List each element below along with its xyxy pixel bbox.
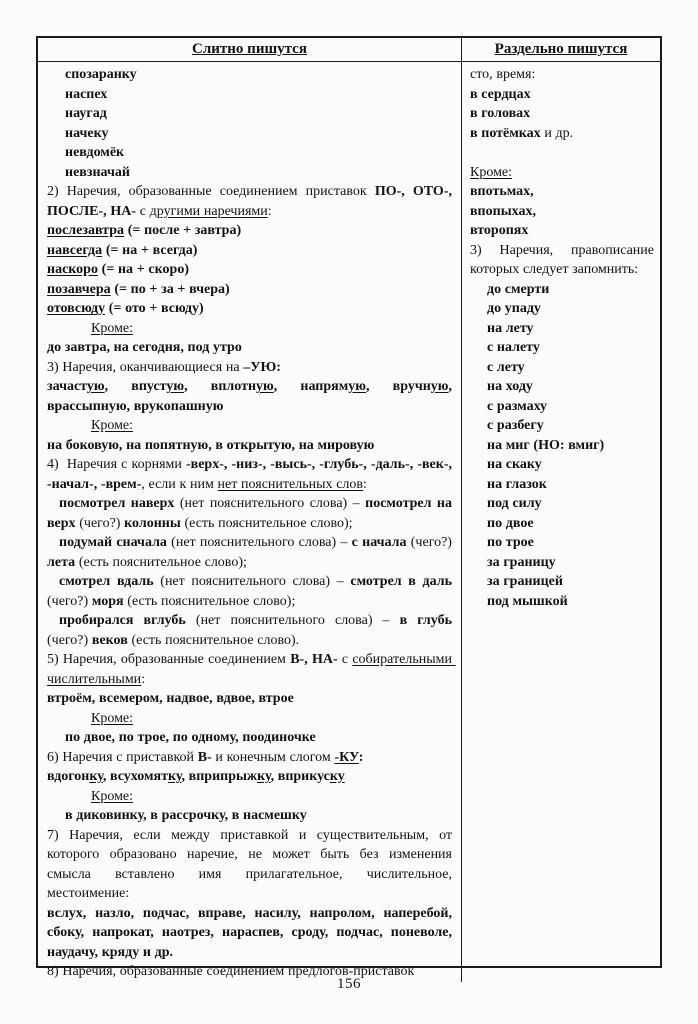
- text-segment: 2) Наречия, образованные соединением приставок: [47, 184, 375, 199]
- text-segment: -верх-, -низ-, -высь-, -глубь-, -даль-, -век-, -начал-, -врем-: [47, 457, 456, 492]
- text-line: [47, 904, 456, 963]
- text-segment: ую: [86, 379, 105, 394]
- text-line: [470, 104, 654, 124]
- text-segment: , впуст: [104, 379, 167, 394]
- text-segment: -КУ: [334, 749, 359, 765]
- column-written-together: [38, 62, 462, 982]
- text-segment: (нет пояснительного слова) –: [153, 574, 351, 589]
- text-line: [65, 124, 452, 144]
- text-line: [487, 299, 654, 319]
- text-line: [65, 65, 452, 85]
- text-segment: колонны: [124, 515, 181, 531]
- text-segment: в диковинку, в рассрочку, в насмешку: [65, 808, 307, 823]
- text-segment: до упаду: [487, 301, 541, 316]
- text-segment: другими наречиями: [149, 203, 268, 219]
- text-segment: (нет пояснительного слова) –: [166, 535, 352, 550]
- text-segment: отовсюду: [47, 301, 106, 316]
- text-segment: Кроме:: [91, 788, 134, 804]
- text-segment: (чего?): [406, 535, 456, 550]
- text-segment: смотрел вдаль: [59, 574, 154, 589]
- text-segment: с начала: [351, 535, 407, 550]
- text-segment: (= на + всегда): [102, 242, 198, 258]
- text-segment: под силу: [487, 496, 542, 511]
- text-line: [47, 280, 452, 300]
- text-line: [487, 475, 654, 495]
- text-line: [487, 533, 654, 553]
- text-segment: ую: [166, 379, 185, 394]
- text-segment: наугад: [65, 106, 107, 121]
- header-written-separately: [462, 38, 660, 61]
- text-segment: Кроме:: [91, 320, 134, 336]
- text-line: [47, 377, 456, 416]
- text-segment: второпях: [470, 223, 529, 238]
- text-line: [47, 494, 456, 533]
- text-segment: ку: [168, 769, 182, 784]
- text-segment: подумай сначала: [59, 535, 167, 550]
- text-line: [47, 221, 452, 241]
- text-segment: –УЮ:: [243, 359, 281, 375]
- text-line: [47, 611, 456, 650]
- text-segment: с: [337, 652, 353, 667]
- text-segment: в сердцах: [470, 86, 531, 102]
- text-segment: с: [136, 203, 150, 219]
- text-segment: посмотрел наверх: [59, 496, 175, 511]
- text-segment: с лету: [487, 359, 525, 375]
- text-line: [470, 85, 654, 105]
- text-segment: 3) Наречия, оканчивающиеся на: [47, 359, 244, 375]
- text-line: [487, 553, 654, 573]
- text-line: [47, 455, 456, 494]
- text-line: [487, 358, 654, 378]
- text-line: [47, 650, 456, 689]
- text-segment: по двое: [487, 515, 534, 531]
- text-segment: за границу: [487, 554, 556, 570]
- text-segment: (есть пояснительное слово);: [75, 554, 247, 570]
- text-line: [47, 533, 456, 572]
- text-line: [91, 709, 452, 729]
- text-line: [47, 299, 452, 319]
- text-segment: ку: [89, 769, 103, 784]
- text-segment: 8) Наречия, образованные соединением предлогов-приставок: [47, 964, 415, 979]
- text-line: [487, 494, 654, 514]
- text-line: [65, 104, 452, 124]
- text-line: [470, 182, 654, 202]
- text-segment: веков: [91, 632, 128, 648]
- text-line: [487, 416, 654, 436]
- text-line: [91, 416, 452, 436]
- text-segment: в потёмках: [470, 125, 541, 141]
- text-segment: :: [358, 749, 364, 765]
- text-segment: , вручн: [365, 379, 431, 394]
- text-segment: , если к ним: [141, 476, 218, 492]
- text-segment: :: [267, 203, 272, 219]
- text-line: [470, 65, 654, 85]
- text-segment: по трое: [487, 535, 534, 550]
- text-segment: невзначай: [65, 164, 130, 180]
- text-line: [487, 319, 654, 339]
- text-segment: :: [141, 671, 146, 687]
- text-segment: с налету: [487, 340, 540, 355]
- text-line: [47, 767, 452, 787]
- text-segment: на лету: [487, 320, 534, 336]
- text-line: [487, 397, 654, 417]
- text-segment: в головах: [470, 106, 531, 121]
- text-line: [487, 377, 654, 397]
- text-segment: навсегда: [47, 242, 103, 258]
- text-line: [47, 572, 456, 611]
- text-line: [47, 260, 452, 280]
- table-header-row: [38, 38, 660, 62]
- text-segment: В-, НА-: [290, 652, 338, 667]
- text-segment: Кроме:: [91, 418, 134, 433]
- text-segment: смотрел в даль: [350, 574, 452, 589]
- text-segment: с разбегу: [487, 418, 544, 433]
- text-line: [470, 221, 654, 241]
- text-line: [487, 436, 654, 456]
- text-line: [47, 338, 452, 358]
- text-segment: на глазок: [487, 476, 547, 492]
- text-segment: послезавтра: [47, 223, 125, 238]
- text-segment: за границей: [487, 574, 563, 589]
- text-line: [47, 689, 452, 709]
- text-segment: посмотрел на верх: [47, 496, 456, 531]
- text-segment: на скаку: [487, 457, 542, 472]
- text-segment: (= на + скоро): [97, 262, 189, 277]
- text-line: [47, 748, 452, 768]
- text-segment: (есть пояснительное слово);: [123, 593, 296, 609]
- text-segment: 6) Наречия с приставкой: [47, 749, 198, 765]
- header-written-together-label: Слитно пишутся: [192, 41, 307, 57]
- text-segment: 5) Наречия, образованные соединением: [47, 652, 291, 667]
- text-segment: невдомёк: [65, 145, 125, 160]
- header-written-together: [38, 38, 462, 61]
- text-segment: 7) Наречия, если между приставкой и существительным, от которого образовано наречие, не может быть без изменения смысла вставлено имя прилагательное, числительное, местоимение:: [47, 827, 456, 901]
- text-segment: (есть пояснительное слово).: [127, 632, 300, 648]
- text-segment: ую: [348, 379, 366, 394]
- text-line: [487, 455, 654, 475]
- text-segment: , вприкус: [270, 769, 330, 784]
- text-segment: и конечным слогом: [211, 749, 335, 765]
- text-segment: , всухомят: [102, 769, 168, 784]
- text-segment: наспех: [65, 86, 108, 102]
- text-segment: на миг (НО: вмиг): [487, 437, 605, 453]
- text-segment: ую: [430, 379, 449, 394]
- text-line: [65, 806, 452, 826]
- page-number: 156: [337, 976, 361, 992]
- text-segment: нет пояснительных слов: [217, 476, 364, 492]
- text-segment: , напрям: [273, 379, 349, 394]
- text-segment: ПО-, ОТО-, ПОСЛЕ-, НА-: [47, 184, 456, 219]
- text-segment: спозаранку: [65, 67, 137, 82]
- text-segment: (чего?): [47, 613, 456, 648]
- table-body: [38, 62, 660, 982]
- text-segment: пробирался вглубь: [59, 613, 186, 628]
- text-segment: ку: [329, 769, 345, 784]
- text-segment: в глубь: [399, 613, 452, 628]
- text-segment: 3) Наречия, правописание которых следует запомнить:: [470, 242, 658, 277]
- text-line: [470, 124, 654, 144]
- text-segment: впопыхах,: [470, 203, 536, 219]
- text-line: [65, 728, 452, 748]
- text-segment: ку: [257, 769, 271, 784]
- text-segment: :: [363, 476, 367, 492]
- column-written-separately: [462, 62, 660, 982]
- text-segment: , врассыпную, врукопашную: [47, 379, 456, 414]
- text-line: [47, 241, 452, 261]
- text-segment: по двое, по трое, по одному, поодиночке: [65, 730, 316, 745]
- text-line: [47, 182, 456, 221]
- text-line: [487, 338, 654, 358]
- text-segment: 4) Наречия с корнями: [47, 457, 186, 472]
- text-line: [65, 143, 452, 163]
- text-segment: наскоро: [47, 262, 98, 277]
- text-segment: и др.: [540, 125, 574, 141]
- text-line: [47, 358, 452, 378]
- text-segment: на ходу: [487, 379, 533, 394]
- text-line: [487, 592, 654, 612]
- text-segment: (= ото + всюду): [105, 301, 204, 316]
- text-segment: до смерти: [487, 281, 550, 297]
- text-line: [91, 319, 452, 339]
- text-segment: Кроме:: [91, 710, 134, 726]
- text-line: [470, 143, 654, 163]
- text-segment: моря: [91, 593, 124, 609]
- text-segment: , вплотн: [184, 379, 257, 394]
- text-segment: вдогон: [47, 769, 90, 784]
- text-segment: зачаст: [47, 379, 87, 394]
- text-segment: (= по + за + вчера): [110, 281, 230, 297]
- adverb-spelling-table: [36, 36, 662, 979]
- text-segment: под мышкой: [487, 593, 568, 609]
- text-segment: (есть пояснительное слово);: [180, 515, 353, 531]
- text-line: [47, 436, 452, 456]
- text-line: [470, 163, 654, 183]
- text-line: [487, 514, 654, 534]
- text-segment: сто, время:: [470, 67, 536, 82]
- text-line: [487, 572, 654, 592]
- text-segment: (= после + завтра): [124, 223, 242, 238]
- text-segment: начеку: [65, 125, 109, 141]
- text-segment: (чего?): [47, 574, 456, 609]
- text-segment: , вприпрыж: [181, 769, 258, 784]
- text-segment: собирательными числительными: [47, 652, 456, 687]
- text-segment: на боковую, на попятную, в открытую, на мировую: [47, 437, 375, 453]
- text-segment: втроём, всемером, надвое, вдвое, втрое: [47, 691, 294, 706]
- text-line: [470, 241, 658, 280]
- text-line: [65, 163, 452, 183]
- text-line: [47, 826, 456, 904]
- header-written-separately-label: Раздельно пишутся: [494, 41, 628, 57]
- text-segment: до завтра, на сегодня, под утро: [47, 340, 242, 355]
- text-segment: позавчера: [47, 281, 111, 297]
- text-segment: с размаху: [487, 398, 548, 414]
- text-segment: (нет пояснительного слова) –: [174, 496, 366, 511]
- text-segment: лета: [47, 554, 76, 570]
- text-segment: (чего?): [75, 515, 125, 531]
- text-segment: В-: [197, 749, 212, 765]
- text-line: [487, 280, 654, 300]
- text-segment: вслух, назло, подчас, вправе, насилу, напролом, наперебой, сбоку, напрокат, наотрез, нараспев, сроду, подчас, поневоле, наудачу, кряду и др.: [47, 905, 456, 960]
- text-line: [65, 85, 452, 105]
- text-line: [470, 202, 654, 222]
- text-segment: (нет пояснительного слова) –: [185, 613, 400, 628]
- text-segment: впотьмах,: [470, 184, 534, 199]
- text-line: [91, 787, 452, 807]
- text-segment: Кроме:: [470, 164, 513, 180]
- text-segment: ую: [256, 379, 274, 394]
